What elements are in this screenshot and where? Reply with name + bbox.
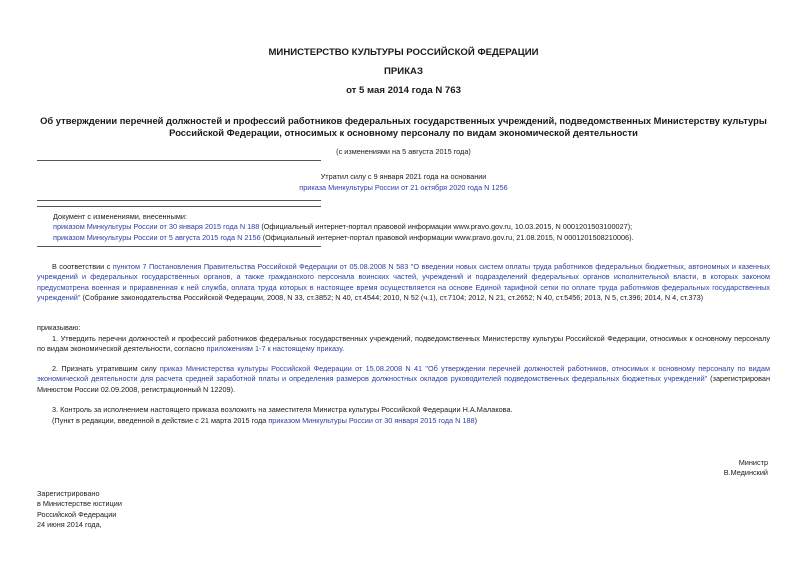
item3-note-a: (Пункт в редакции, введенной в действие с 21 марта 2015 года [52,416,269,425]
appendices-link[interactable]: приложениям 1-7 к настоящему приказу [206,344,343,354]
changes-block [53,212,783,243]
registration-line-4: 24 июня 2014 года, [37,520,102,530]
changes-item-1 [53,222,783,232]
signature-block [724,458,768,479]
decree-583-link[interactable]: пунктом 7 Постановления Правительства Российской Федерации от 05.08.2008 N 583 "О введении новых систем оплаты труда работников федеральных бюджетных, автономных и казенных учреждений и федеральных государственных органов, а также гражданского персонала воинских частей, учреждений и подразделений федеральных органов исполнительной власти, в которых законом предусмотрена военная и приравненная к ней служба, оплата труда которых в настоящее время осуществляется на основе Единой тарифной сетки по оплате труда работников федеральных государственных учреждений" [37,262,770,303]
prikazyvayu-label: приказываю: [37,323,81,332]
preamble-paragraph [37,262,770,304]
status-link-row [0,183,807,193]
change-desc-2: (Официальный интернет-портал правовой информации www.pravo.gov.ru, 21.08.2015, N 0001201508210006). [260,232,634,242]
doc-date-number: от 5 мая 2014 года N 763 [346,85,461,96]
divider-3 [37,206,321,207]
change-desc-1: (Официальный интернет-портал правовой информации www.pravo.gov.ru, 10.03.2015, N 0001201503100027); [259,222,633,232]
divider-2 [37,200,321,201]
changes-intro: Документ с изменениями, внесенными: [53,212,187,221]
registration-block [37,489,122,531]
item2-text: 2. Признать утратившим силу [52,364,160,373]
item2-rest: (зарегистрирован Минюстом России 02.09.2008, регистрационный N 12209). [37,374,770,394]
preamble-text-1: В соответствии с [52,262,113,271]
item3-note-b: ) [474,416,478,425]
item1-end: . [342,344,345,354]
registration-line-3: Российской Федерации [37,509,117,519]
changes-item-2 [53,233,783,243]
doc-title-line2: Российской Федерации, относимых к основному персоналу по видам экономической деятельности [169,127,638,138]
doc-type: ПРИКАЗ [384,66,423,77]
status-line: Утратил силу с 9 января 2021 года на основании [320,172,487,181]
ministry-title: МИНИСТЕРСТВО КУЛЬТУРЫ РОССИЙСКОЙ ФЕДЕРАЦИИ [268,47,539,58]
registration-line-1: Зарегистрировано [37,489,100,498]
divider-4 [37,246,321,247]
order-item-3-note [52,416,770,426]
change-link-1[interactable]: приказом Минкультуры России от 30 января 2015 года N 188 [53,222,260,232]
preamble-text-2: (Собрание законодательства Российской Федерации, 2008, N 33, ст.3852; N 40, ст.4544; 2010, N 52 (ч.1), ст.7104; 2012, N 21, ст.2652; N 40, ст.5456; 2013, N 5, ст.396; 2014, N 4, ст.373) [80,293,704,303]
signature-name: В.Мединский [723,468,768,478]
change-link-2[interactable]: приказом Минкультуры России от 5 августа 2015 года N 2156 [53,232,261,242]
repealed-order-41-link[interactable]: приказ Министерства культуры Российской Федерации от 15.08.2008 N 41 "Об утверждении перечней должностей работников, относимых к основному персоналу по видам экономической деятельности для расчета средней заработной платы и определения размеров должностных окладов руководителей подведомственных федеральных бюджетных учреждений" [37,364,770,384]
doc-title [0,115,807,139]
order-item-2 [37,364,770,395]
signature-title: Министр [738,458,768,467]
divider-1 [37,160,321,161]
edition-note [0,147,807,157]
order-item-3: 3. Контроль за исполнением настоящего приказа возложить на заместителя Министра культуры Российской Федерации Н.А.Малакова. [52,405,513,414]
item1-text: 1. Утвердить перечни должностей и профессий работников федеральных государственных учреждений, подведомственных Министерству культуры Российской Федерации, относимых к основному персоналу по видам экономической деятельности, согласно [37,334,770,354]
order-item-1 [37,334,770,355]
registration-line-2: в Министерстве юстиции [37,499,122,509]
doc-title-line1: Об утверждении перечней должностей и профессий работников федеральных государственных учреждений, подведомственных Министерству культуры [40,115,767,126]
repeal-order-link[interactable]: приказа Минкультуры России от 21 октября 2020 года N 1256 [299,183,508,192]
amendment-188-link[interactable]: приказом Минкультуры России от 30 января 2015 года N 188 [268,416,475,425]
edition-text: (с изменениями на 5 августа 2015 года) [336,147,471,156]
